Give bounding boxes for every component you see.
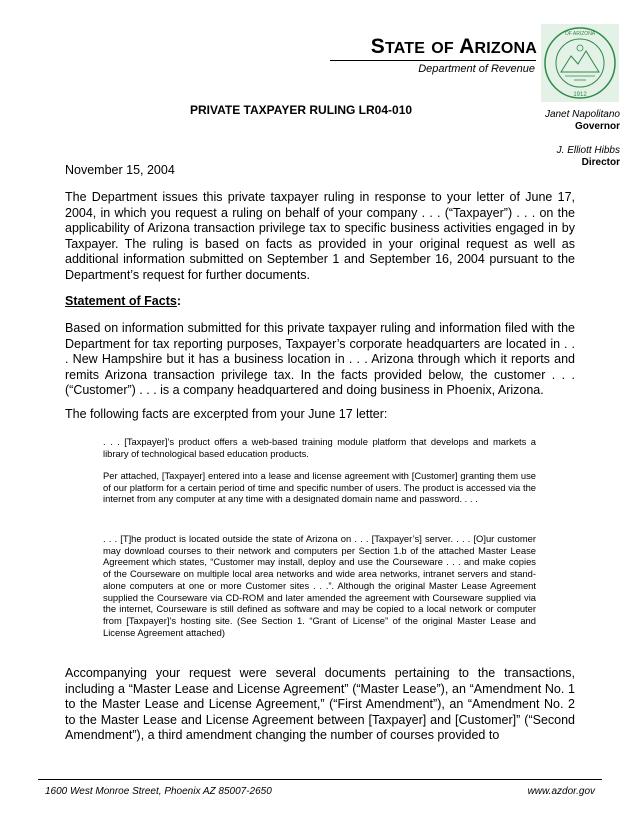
state-title: STATE OF ARIZONA (370, 35, 537, 58)
director-name: J. Elliott Hibbs (556, 145, 620, 156)
ruling-title: PRIVATE TAXPAYER RULING LR04-010 (190, 103, 413, 117)
footer-website[interactable]: www.azdor.gov (527, 786, 595, 797)
closing-paragraph: Accompanying your request were several documents pertaining to the transactions, including a “Master Lease and License Agreement” (“Master Lease”), an “Amendment No. 1 to the Master Lease and License Agreement,” (“First Amendment”), an “Amendment No. 2 to the Master Lease and License Agreement between [Taxpayer] and [Customer]” (“Second Amendment”), a third amendment changing the number of courses provided to (65, 666, 575, 743)
svg-text:OF ARIZONA: OF ARIZONA (564, 31, 596, 37)
svg-text:1912: 1912 (573, 92, 587, 98)
quote-block-1: . . . [Taxpayer]’s product offers a web-based training module platform that develops and markets a library of technological based education products. (103, 436, 536, 459)
department-name: Department of Revenue (418, 63, 535, 75)
statement-of-facts-heading: Statement of Facts: (65, 294, 182, 308)
letter-date: November 15, 2004 (65, 163, 175, 177)
director-title: Director (581, 157, 620, 168)
footer-address: 1600 West Monroe Street, Phoenix AZ 85007-2650 (45, 786, 272, 797)
governor-title: Governor (574, 121, 620, 132)
quote-block-3: . . . [T]he product is located outside the state of Arizona on . . . [Taxpayer’s] server. . . . [O]ur customer may download courses to their network and computers per Section 1.b of the attached Master Lease Agreement which states, “Customer may install, deploy and use the Courseware . . . and make copies of the Courseware on multiple local area networks and wide area networks, intranet servers and stand-alone computers at one or more Customer sites . . .”. Although the original Master Lease Agreement supplied the Courseware via CD-ROM and later amended the agreement with Courseware supplied via the internet, Courseware is still defined as software and may be copied to a local network or computer from [Taxpayer]’s hosting site. (See Section 1. “Grant of License” of the original Master Lease and License Agreement attached) (103, 533, 536, 638)
footer-divider (38, 779, 602, 780)
header-divider (330, 60, 536, 61)
arizona-seal-icon (541, 24, 619, 102)
governor-block (520, 109, 620, 133)
quote-block-2: Per attached, [Taxpayer] entered into a lease and license agreement with [Customer] granting them use of our platform for a certain period of time and specific number of users. The product is accessed via the internet from any computer at any time with a designated domain name and password. . . . (103, 470, 536, 505)
excerpt-intro: The following facts are excerpted from your June 17 letter: (65, 407, 388, 421)
governor-name: Janet Napolitano (544, 109, 620, 120)
director-block (520, 145, 620, 169)
intro-paragraph: The Department issues this private taxpayer ruling in response to your letter of June 17, 2004, in which you request a ruling on behalf of your company . . . (“Taxpayer”) . . . on the applicability of Arizona transaction privilege tax to specific business activities engaged in by Taxpayer. The ruling is based on facts as provided in your original request as well as additional information submitted on September 1 and September 16, 2004 pursuant to the Department’s request for further documents. (65, 190, 575, 282)
facts-paragraph: Based on information submitted for this private taxpayer ruling and information filed with the Department for tax reporting purposes, Taxpayer’s corporate headquarters are located in . . . New Hampshire but it has a business location in . . . Arizona through which it reports and remits Arizona transaction privilege tax. In the facts provided below, the customer . . . (“Customer”) . . . is a company headquartered and doing business in Phoenix, Arizona. (65, 321, 575, 398)
